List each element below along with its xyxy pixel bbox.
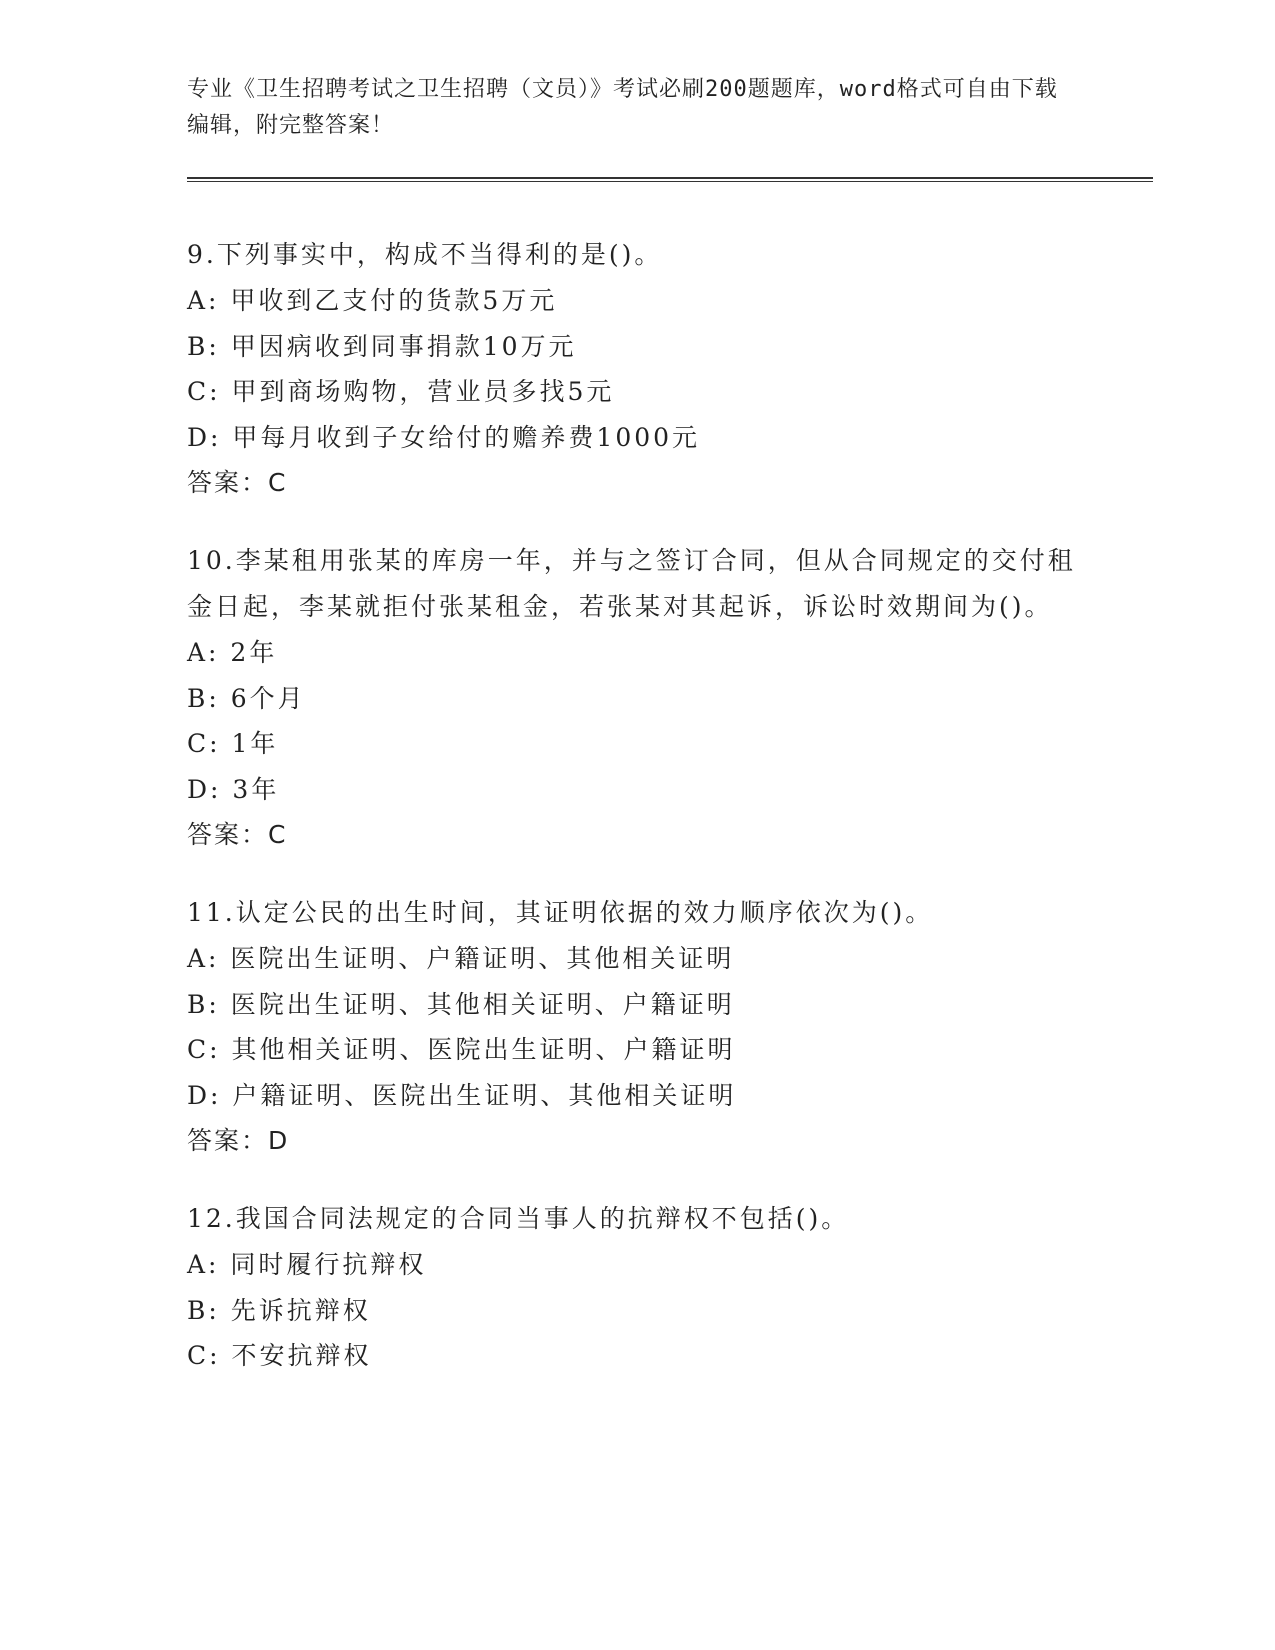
answer-label: 答案：D xyxy=(187,1126,290,1155)
option-a: A: 甲收到乙支付的货款5万元 xyxy=(187,286,558,315)
option-c: C: 1年 xyxy=(187,729,279,758)
question-stem: 12.我国合同法规定的合同当事人的抗辩权不包括()。 xyxy=(187,1204,850,1233)
answer-label: 答案：C xyxy=(187,820,288,849)
option-b: B: 6个月 xyxy=(187,683,306,713)
question-list xyxy=(187,232,1087,1411)
option-c: C: 不安抗辩权 xyxy=(187,1341,372,1370)
question-9 xyxy=(187,232,1087,506)
page-header xyxy=(187,72,1067,144)
question-11 xyxy=(187,890,1087,1164)
question-12 xyxy=(187,1196,1087,1379)
option-a: A: 同时履行抗辩权 xyxy=(187,1250,427,1279)
question-10 xyxy=(187,538,1087,858)
question-stem: 9.下列事实中，构成不当得利的是()。 xyxy=(187,240,663,269)
header-divider xyxy=(187,177,1153,182)
option-d: D: 户籍证明、医院出生证明、其他相关证明 xyxy=(187,1080,737,1110)
option-b: B: 先诉抗辩权 xyxy=(187,1295,371,1325)
option-b: B: 甲因病收到同事捐款10万元 xyxy=(187,331,577,361)
option-c: C: 其他相关证明、医院出生证明、户籍证明 xyxy=(187,1035,736,1064)
option-b: B: 医院出生证明、其他相关证明、户籍证明 xyxy=(187,989,735,1019)
document-title: 专业《卫生招聘考试之卫生招聘（文员）》考试必刷200题题库，word格式可自由下载编辑，附完整答案！ xyxy=(187,77,1058,138)
option-a: A: 医院出生证明、户籍证明、其他相关证明 xyxy=(187,944,735,973)
option-d: D: 甲每月收到子女给付的赡养费1000元 xyxy=(187,422,701,452)
option-c: C: 甲到商场购物，营业员多找5元 xyxy=(187,377,615,406)
option-d: D: 3年 xyxy=(187,774,280,804)
option-a: A: 2年 xyxy=(187,638,278,667)
question-stem: 11.认定公民的出生时间，其证明依据的效力顺序依次为()。 xyxy=(187,898,934,927)
question-stem: 10.李某租用张某的库房一年，并与之签订合同，但从合同规定的交付租金日起，李某就拒付张某租金，若张某对其起诉，诉讼时效期间为()。 xyxy=(187,546,1076,621)
answer-label: 答案：C xyxy=(187,468,288,497)
